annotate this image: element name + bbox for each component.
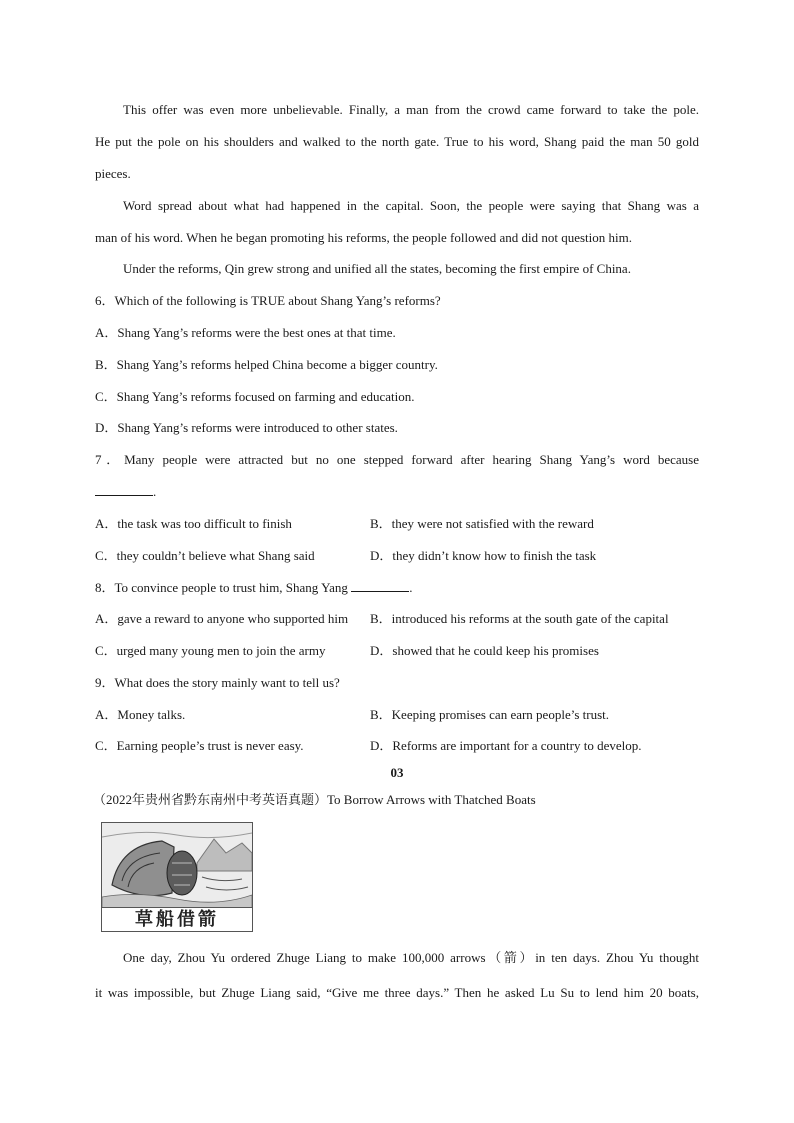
passage-2-line-1: One day, Zhou Yu ordered Zhuge Liang to make 100,000 arrows（箭）in ten days. Zhou Yu thought — [123, 950, 699, 965]
answer-blank — [351, 580, 409, 592]
question-8-option-c: C．urged many young men to join the army — [95, 643, 326, 658]
paragraph-2-line-1: Word spread about what had happened in the capital. Soon, the people were saying that Shang was a — [123, 198, 699, 213]
question-8-stem: 8．To convince people to trust him, Shang Yang — [95, 580, 348, 595]
paragraph-1-line-3: pieces. — [95, 166, 131, 181]
question-7-stem-end: . — [153, 484, 157, 499]
section-source-title: （2022年贵州省黔东南州中考英语真题）To Borrow Arrows with Thatched Boats — [93, 792, 536, 807]
question-8-option-a: A．gave a reward to anyone who supported him — [95, 611, 349, 626]
question-6-option-d: D．Shang Yang’s reforms were introduced to other states. — [95, 420, 398, 435]
question-8-option-d: D．showed that he could keep his promises — [370, 643, 599, 658]
paragraph-1-line-2: He put the pole on his shoulders and walked to the north gate. True to his word, Shang paid the man 50 gold — [95, 134, 699, 149]
paragraph-1-line-1: This offer was even more unbelievable. Finally, a man from the crowd came forward to take the pole. — [123, 102, 699, 117]
question-8-stem-end: . — [409, 580, 413, 595]
paragraph-2-line-2: man of his word. When he began promoting his reforms, the people followed and did not question him. — [95, 230, 632, 245]
question-7-option-b: B．they were not satisfied with the reward — [370, 516, 594, 531]
question-6-option-c: C．Shang Yang’s reforms focused on farming and education. — [95, 389, 415, 404]
answer-blank — [95, 484, 153, 496]
question-7-blank-line — [95, 484, 699, 500]
section-number: 03 — [390, 765, 404, 780]
paragraph-3-line-1: Under the reforms, Qin grew strong and unified all the states, becoming the first empire of China. — [123, 261, 631, 276]
question-8-stem-line — [95, 580, 699, 596]
question-9-option-a: A．Money talks. — [95, 707, 186, 722]
thatched-boats-illustration — [101, 822, 253, 932]
question-7-option-d: D．they didn’t know how to finish the task — [370, 548, 597, 563]
question-9-option-c: C．Earning people’s trust is never easy. — [95, 738, 304, 753]
question-7-stem: 7．Many people were attracted but no one stepped forward after hearing Shang Yang’s word because — [95, 452, 699, 467]
passage-2-line-2: it was impossible, but Zhuge Liang said, “Give me three days.” Then he asked Lu Su to lend him 20 boats, — [95, 985, 699, 1000]
question-9-option-d: D．Reforms are important for a country to develop. — [370, 738, 642, 753]
question-9-option-b: B．Keeping promises can earn people’s trust. — [370, 707, 609, 722]
question-9-stem: 9．What does the story mainly want to tell us? — [95, 675, 340, 690]
question-6-option-a: A．Shang Yang’s reforms were the best ones at that time. — [95, 325, 396, 340]
question-6-stem: 6．Which of the following is TRUE about Shang Yang’s reforms? — [95, 293, 441, 308]
question-7-option-c: C．they couldn’t believe what Shang said — [95, 548, 315, 563]
question-8-option-b: B．introduced his reforms at the south gate of the capital — [370, 611, 669, 626]
question-6-option-b: B．Shang Yang’s reforms helped China become a bigger country. — [95, 357, 438, 372]
question-7-option-a: A．the task was too difficult to finish — [95, 516, 292, 531]
illustration-caption: 草船借箭 — [102, 907, 252, 932]
